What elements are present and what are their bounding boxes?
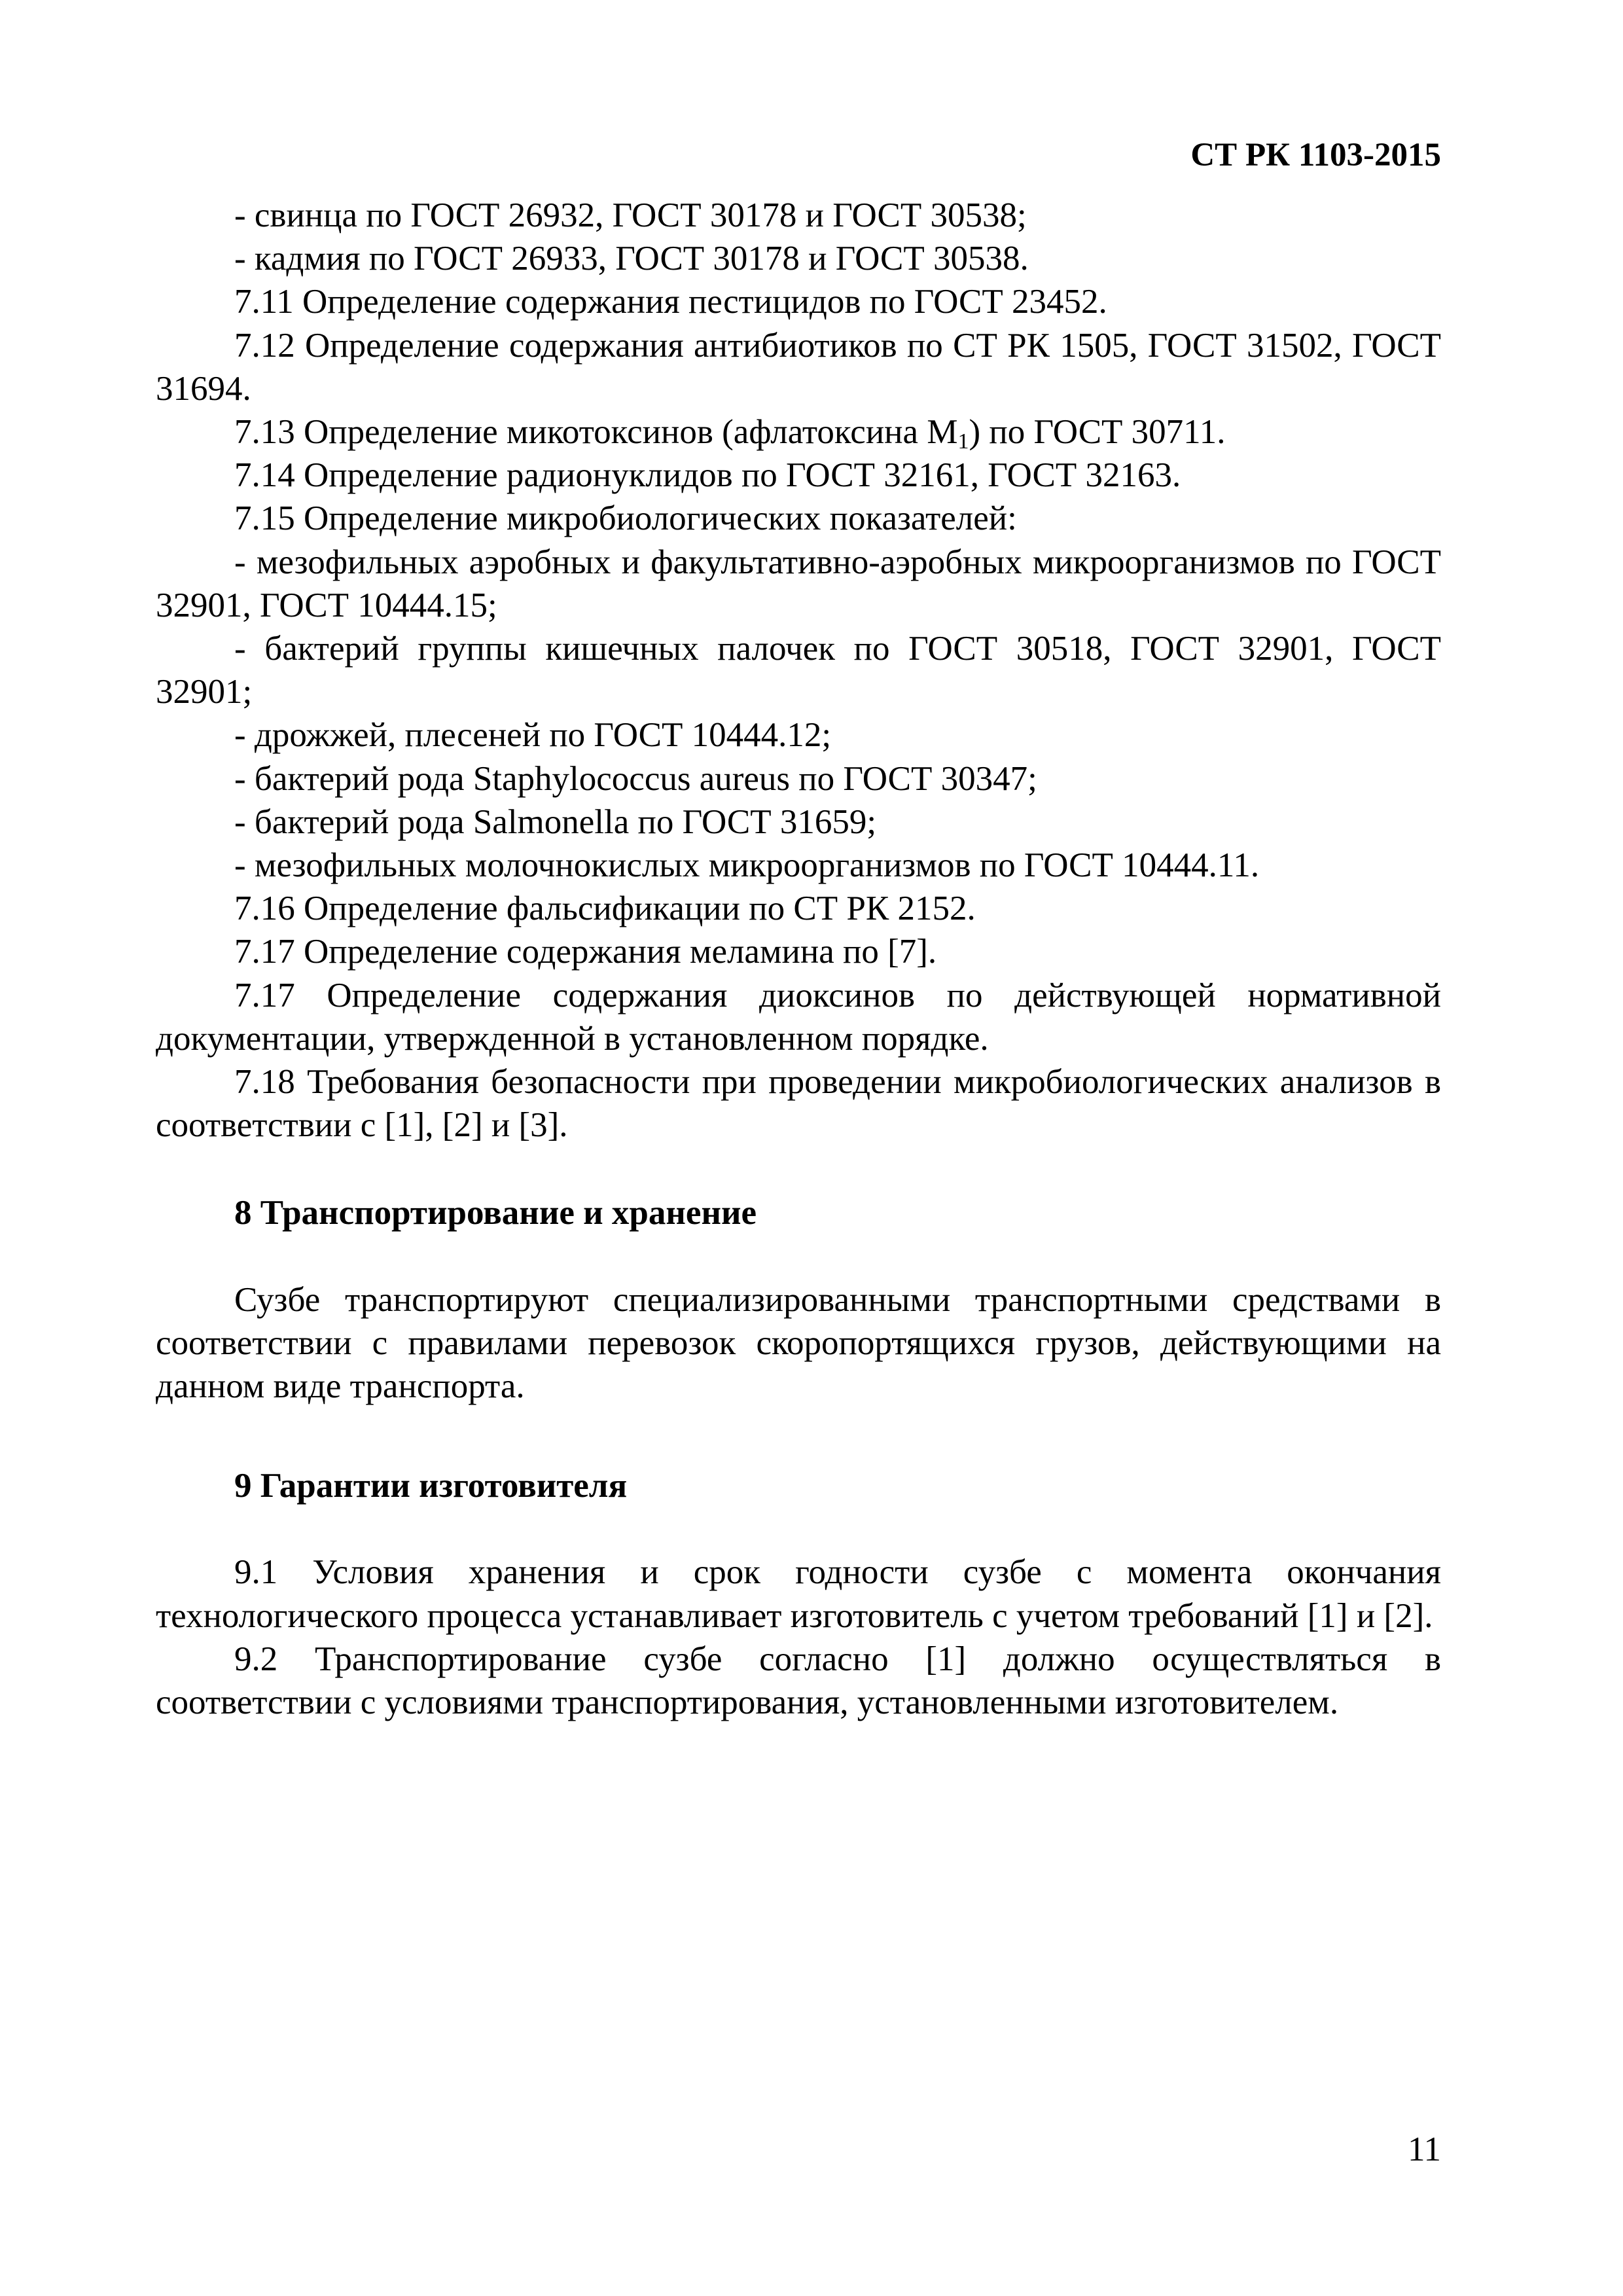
micro-item-coliform: - бактерий группы кишечных палочек по ГОСТ 30518, ГОСТ 32901, ГОСТ 32901; [156,630,1441,711]
paragraph-7-14: 7.14 Определение радионуклидов по ГОСТ 32161, ГОСТ 32163. [234,456,1181,495]
paragraph-7-18: 7.18 Требования безопасности при проведении микробиологических анализов в соответствии с [1], [2] и [3]. [156,1063,1441,1145]
micro-item-yeast-mold: - дрожжей, плесеней по ГОСТ 10444.12; [234,716,832,755]
section-8-text: Сузбе транспортируют специализированными транспортными средствами в соответствии с правилами перевозок скоропортящихся грузов, действующими на данном виде транспорта. [156,1280,1441,1406]
paragraph-7-16: 7.16 Определение фальсификации по СТ РК 2152. [234,889,976,928]
paragraph-9-2: 9.2 Транспортирование сузбе согласно [1] должно осуществляться в соответствии с условиями транспортирования, установленными изготовителем. [156,1640,1441,1722]
section-8-heading: 8 Транспортирование и хранение [234,1194,757,1232]
subscript-1: 1 [957,429,969,454]
micro-item-lactic: - мезофильных молочнокислых микроорганизмов по ГОСТ 10444.11. [234,846,1260,885]
paragraph-7-15: 7.15 Определение микробиологических показателей: [234,499,1017,538]
document-code: СТ РК 1103-2015 [1190,137,1441,173]
micro-item-staphylococcus: - бактерий рода Staphylococcus aureus по ГОСТ 30347; [234,759,1037,798]
cadmium-item: - кадмия по ГОСТ 26933, ГОСТ 30178 и ГОСТ 30538. [234,240,1029,278]
micro-item-salmonella: - бактерий рода Salmonella по ГОСТ 31659; [234,802,877,841]
paragraph-7-13-text: 7.13 Определение микотоксинов (афлатоксина М [234,413,958,452]
micro-item-mesophilic: - мезофильных аэробных и факультативно-аэробных микроорганизмов по ГОСТ 32901, ГОСТ 10444.15; [156,543,1441,624]
lead-item: - свинца по ГОСТ 26932, ГОСТ 30178 и ГОСТ 30538; [234,196,1027,234]
paragraph-7-13-tail: ) по ГОСТ 30711. [969,413,1226,452]
page-number: 11 [1407,2130,1441,2168]
document-body [156,194,1441,1724]
paragraph-7-17-dioxins: 7.17 Определение содержания диоксинов по действующей нормативной документации, утвержденной в установленном порядке. [156,976,1441,1058]
paragraph-7-13 [156,410,1441,454]
paragraph-7-17-melamine: 7.17 Определение содержания меламина по [7]. [234,933,937,971]
paragraph-9-1: 9.1 Условия хранения и срок годности сузбе с момента окончания технологического процесса устанавливает изготовитель с учетом требований [1] и [2]. [156,1553,1441,1635]
paragraph-7-11: 7.11 Определение содержания пестицидов по ГОСТ 23452. [234,283,1107,321]
section-9-heading: 9 Гарантии изготовителя [234,1467,628,1505]
paragraph-7-12: 7.12 Определение содержания антибиотиков по СТ РК 1505, ГОСТ 31502, ГОСТ 31694. [156,326,1441,408]
